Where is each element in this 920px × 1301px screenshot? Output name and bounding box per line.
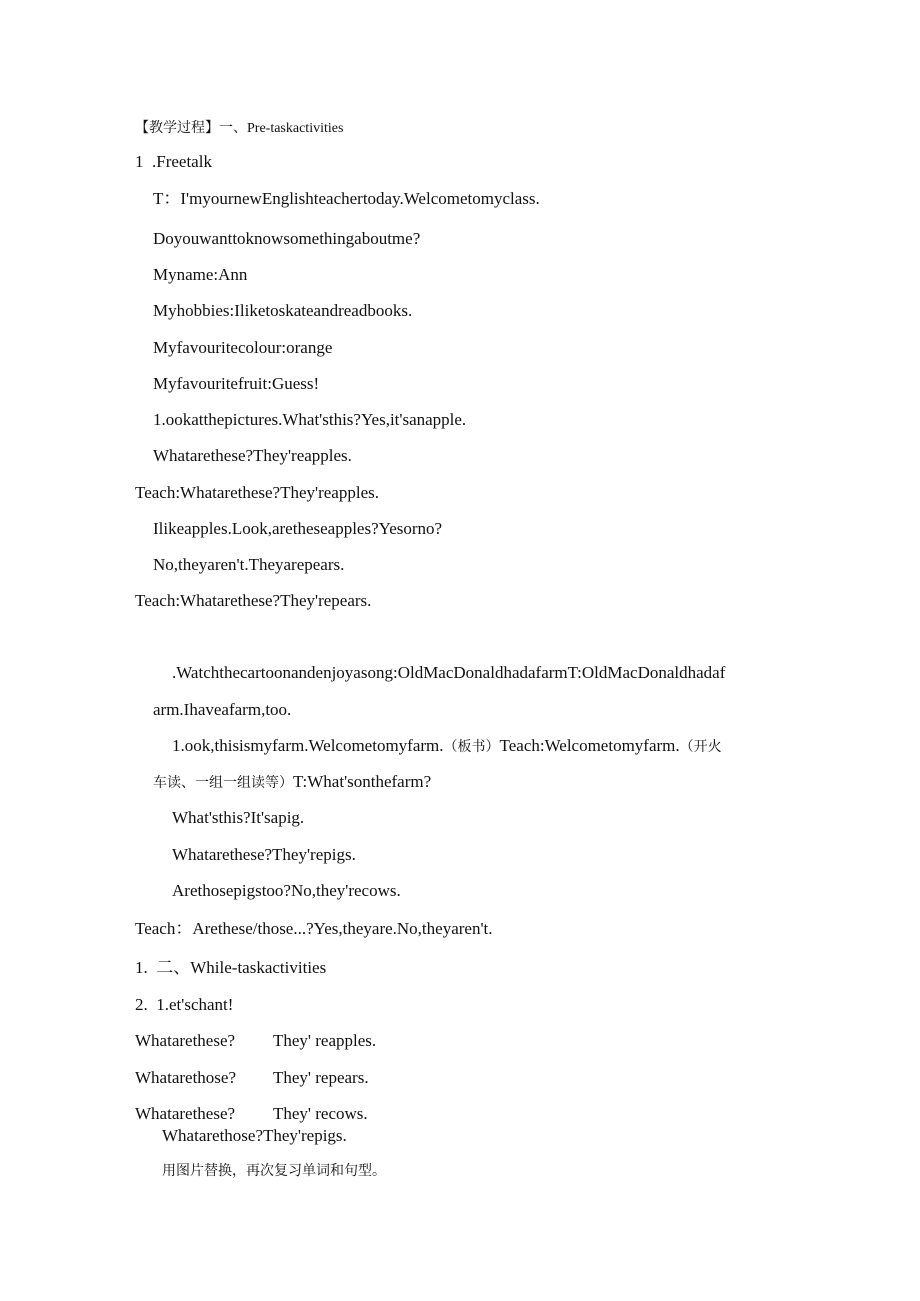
item-title: .Freetalk	[152, 152, 212, 171]
item-title: 1.et'schant!	[156, 995, 234, 1014]
item-number: 1.	[135, 958, 148, 977]
teach-line: Teach:Whatarethese?They'reapples.	[135, 483, 379, 502]
text-line: 1.ookatthepictures.What'sthis?Yes,it'sanapple.	[153, 410, 467, 429]
cartoon-text: Teach:Welcometomyfarm.	[499, 736, 680, 755]
heading-title: Pre-taskactivities	[247, 121, 344, 136]
cartoon-line: What'sthis?It'sapig.	[172, 808, 305, 827]
heading-bracket: 【教学过程】一、	[135, 120, 247, 136]
item-freetalk	[135, 151, 212, 173]
method-note: 车读、一组一组读等）	[153, 775, 293, 791]
cartoon-line: arm.Ihaveafarm,too.	[153, 700, 292, 719]
chant-question: Whatarethese?	[135, 1031, 236, 1050]
chant-question: Whatarethese?	[135, 1104, 236, 1123]
section-heading	[135, 116, 343, 140]
cartoon-line: Whatarethese?They'repigs.	[172, 845, 356, 864]
chant-answer: They' recows.	[273, 1104, 368, 1123]
text-line: T：I'myournewEnglishteachertoday.Welcometomyclass.	[153, 189, 540, 208]
text-line: No,theyaren't.Theyarepears.	[153, 555, 345, 574]
teach-line: Teach：Arethese/those...?Yes,theyare.No,theyaren't.	[135, 919, 493, 938]
text-line: Myfavouritefruit:Guess!	[153, 374, 320, 393]
text-line: Myhobbies:Iliketoskateandreadbooks.	[153, 301, 413, 320]
blackboard-note: （板书）	[443, 739, 500, 755]
chant-question: Whatarethose?	[135, 1068, 236, 1087]
cartoon-line: .Watchthecartoonandenjoyasong:OldMacDonaldhadafarmT:OldMacDonaldhadaf	[172, 663, 726, 682]
method-note: （开火	[679, 739, 722, 755]
item-number: 1	[135, 152, 144, 171]
item-number: 2.	[135, 995, 148, 1014]
text-line: Doyouwanttoknowsomethingaboutme?	[153, 229, 421, 248]
teacher-note: 用图片替换，再次复习单词和句型。	[162, 1163, 386, 1179]
text-line: Whatarethese?They'reapples.	[153, 446, 352, 465]
item-while-task	[135, 957, 326, 979]
cartoon-line-mixed	[172, 735, 722, 758]
chant-last-line: Whatarethose?They'repigs.	[162, 1126, 347, 1145]
item-chant	[135, 994, 233, 1016]
text-line: Myfavouritecolour:orange	[153, 338, 333, 357]
cartoon-text: T:What'sonthefarm?	[293, 772, 432, 791]
item-title: 二、While-taskactivities	[156, 958, 327, 977]
cartoon-line: Arethosepigstoo?No,they'recows.	[172, 881, 401, 900]
text-line: Myname:Ann	[153, 265, 248, 284]
cartoon-text: 1.ook,thisismyfarm.Welcometomyfarm.	[172, 736, 444, 755]
chant-answer: They' reapples.	[273, 1031, 377, 1050]
chant-answer: They' repears.	[273, 1068, 369, 1087]
text-line: Ilikeapples.Look,aretheseapples?Yesorno?	[153, 519, 443, 538]
teach-line: Teach:Whatarethese?They'repears.	[135, 591, 372, 610]
cartoon-line-mixed	[153, 771, 431, 794]
